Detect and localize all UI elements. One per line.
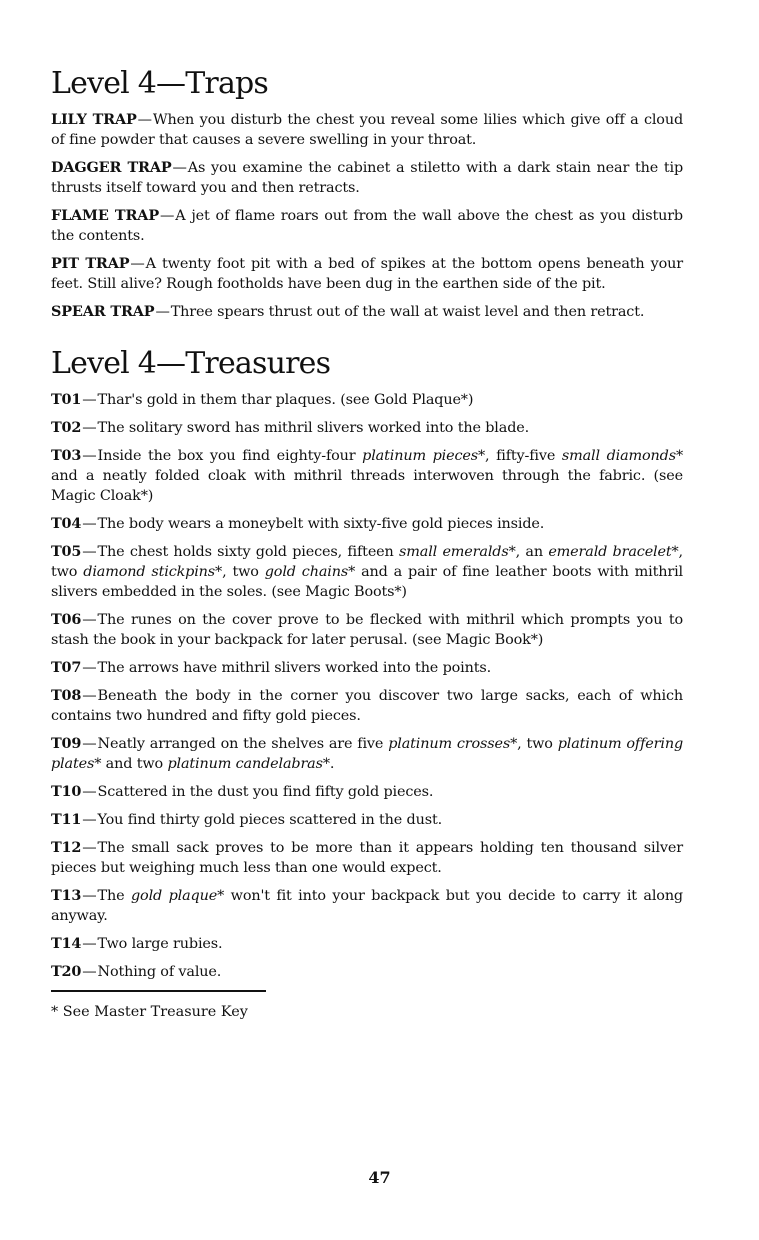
treasure-label: T09 [51,735,82,752]
trap-label: SPEAR TRAP [51,303,155,320]
trap-text: When you disturb the chest you reveal some lilies which give off a cloud of fine powder that causes a severe swelling in your throat. [51,112,684,148]
treasure-entry-t02 [51,418,683,438]
treasure-item: platinum candelabras [167,756,323,772]
dash: — [137,112,152,128]
treasure-label: T08 [51,687,82,704]
dash: — [82,964,97,980]
treasure-text: Two large rubies. [97,936,223,952]
treasure-text: *, two [510,736,558,752]
treasure-label: T10 [51,783,82,800]
treasure-text: *, fifty-five [477,448,562,464]
trap-label: DAGGER TRAP [51,159,172,176]
treasure-label: T14 [51,935,82,952]
treasure-text: The arrows have mithril slivers worked into the points. [97,660,492,676]
treasure-entry-t09 [51,734,683,774]
dash: — [82,688,97,704]
treasure-item: gold chains [264,564,349,580]
treasure-text: * and a neatly folded cloak with mithril threads interwoven through the fabric. (see Magic Cloak*) [51,448,684,504]
trap-entry [51,206,683,246]
treasure-text: *, two [51,544,683,580]
treasure-text: The solitary sword has mithril slivers worked into the blade. [97,420,530,436]
treasure-text: The body wears a moneybelt with sixty-five gold pieces inside. [97,516,545,532]
dash: — [82,936,97,952]
trap-label: LILY TRAP [51,111,137,128]
treasure-label: T03 [51,447,82,464]
trap-text: Three spears thrust out of the wall at waist level and then retract. [170,304,645,320]
treasure-label: T13 [51,887,82,904]
treasure-entry-t01 [51,390,683,410]
treasure-item: diamond stickpins [83,564,216,580]
traps-heading: Level 4—Traps [51,66,269,101]
treasure-text: Thar's gold in them thar plaques. (see Gold Plaque*) [97,392,474,408]
treasure-label: T05 [51,543,82,560]
treasure-entry-t06 [51,610,683,650]
dash: — [130,256,145,272]
treasure-text: *, two [215,564,265,580]
treasure-entry-t14 [51,934,683,954]
treasure-item: small diamonds [561,448,676,464]
dash: — [82,420,97,436]
treasure-text: Beneath the body in the corner you discover two large sacks, each of which contains two hundred and fifty gold pieces. [51,688,683,724]
dash: — [82,516,97,532]
trap-entry [51,110,683,150]
trap-label: PIT TRAP [51,255,130,272]
treasure-entry-t11 [51,810,683,830]
treasure-entry-t07 [51,658,683,678]
treasure-item: platinum crosses [388,736,511,752]
treasure-item: emerald bracelet [548,544,672,560]
treasure-entry-t04 [51,514,683,534]
treasure-text: Scattered in the dust you find fifty gold pieces. [97,784,434,800]
treasure-text: * and two [94,756,168,772]
dash: — [160,208,175,224]
trap-entry [51,158,683,198]
dash: — [82,812,97,828]
treasures-heading: Level 4—Treasures [51,346,331,381]
dash: — [82,660,97,676]
dash: — [82,736,97,752]
trap-text: As you examine the cabinet a stiletto with a dark stain near the tip thrusts itself toward you and then retracts. [51,160,684,196]
dash: — [82,392,97,408]
treasure-entry-t03 [51,446,683,506]
dash: — [82,612,97,628]
treasure-text: Inside the box you find eighty-four [97,448,363,464]
trap-entry [51,254,683,294]
dash: — [155,304,170,320]
treasure-text: *, an [508,544,549,560]
treasure-label: T02 [51,419,82,436]
treasure-label: T20 [51,963,82,980]
treasure-entry-t10 [51,782,683,802]
treasure-text: * and a pair of fine leather boots with mithril slivers embedded in the soles. (see Magic Boots*) [51,564,683,600]
dash: — [82,544,97,560]
footnote-divider [51,990,266,992]
treasure-text: The chest holds sixty gold pieces, fifteen [97,544,400,560]
dash: — [82,448,97,464]
treasure-label: T07 [51,659,82,676]
treasure-text: * won't fit into your backpack but you decide to carry it along anyway. [51,888,683,924]
treasure-entry-t08 [51,686,683,726]
treasure-text: You find thirty gold pieces scattered in the dust. [97,812,443,828]
treasure-entry-t05 [51,542,683,602]
treasure-label: T12 [51,839,82,856]
dash: — [82,888,97,904]
treasure-item: small emeralds [399,544,509,560]
treasure-entry-t13 [51,886,683,926]
dash: — [82,840,97,856]
treasure-text: The [97,888,131,904]
trap-text: A twenty foot pit with a bed of spikes at the bottom opens beneath your feet. Still alive? Rough footholds have been dug in the earthen side of the pit. [51,256,683,292]
treasure-text: The runes on the cover prove to be flecked with mithril which prompts you to stash the book in your backpack for later perusal. (see Magic Book*) [51,612,683,648]
treasure-text: *. [322,756,335,772]
treasure-item: platinum offering plates [51,736,684,772]
treasure-label: T01 [51,391,82,408]
trap-label: FLAME TRAP [51,207,159,224]
dash: — [172,160,187,176]
treasure-item: platinum pieces [362,448,478,464]
treasure-item: gold plaque [131,888,218,904]
treasure-label: T04 [51,515,82,532]
page-content [51,62,683,1022]
treasure-label: T11 [51,811,82,828]
page-number: 47 [368,1168,391,1187]
treasure-entry-t20 [51,962,683,982]
treasure-label: T06 [51,611,82,628]
trap-text: A jet of flame roars out from the wall above the chest as you disturb the contents. [51,208,683,244]
footnote: * See Master Treasure Key [51,1004,248,1020]
treasure-text: Neatly arranged on the shelves are five [97,736,389,752]
treasure-entry-t12 [51,838,683,878]
treasure-text: Nothing of value. [97,964,222,980]
dash: — [82,784,97,800]
trap-entry [51,302,683,322]
treasure-text: The small sack proves to be more than it appears holding ten thousand silver pieces but weighing much less than one would expect. [51,840,683,876]
